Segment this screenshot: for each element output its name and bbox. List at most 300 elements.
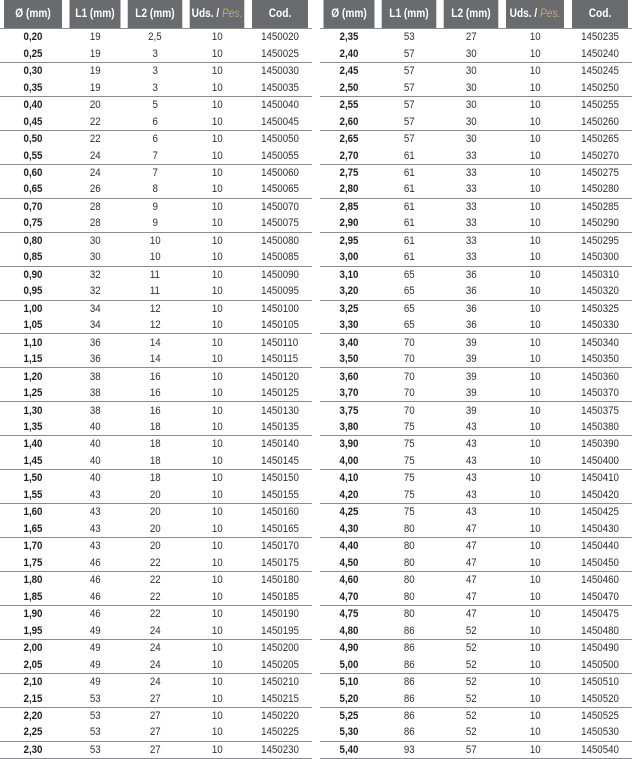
- table-row: [320, 690, 632, 707]
- cell-diameter-value: 1,55: [23, 488, 43, 501]
- table-row: [320, 487, 632, 504]
- cell-l2: [124, 588, 186, 605]
- cell-l1: [378, 96, 440, 113]
- cell-units: [502, 741, 568, 758]
- table-row: [0, 656, 312, 673]
- cell-units: [502, 690, 568, 707]
- cell-units: [186, 368, 248, 385]
- cell-diameter: [0, 62, 66, 79]
- cell-l2-value: 12: [149, 319, 161, 332]
- cell-code: [568, 266, 632, 283]
- cell-l2-value: 22: [149, 608, 161, 621]
- cell-diameter: [320, 436, 378, 453]
- table-row: [0, 164, 312, 181]
- cell-l2-value: 36: [465, 268, 477, 281]
- cell-units-value: 10: [529, 115, 541, 128]
- table-row: [0, 351, 312, 368]
- cell-l1-value: 38: [89, 387, 101, 400]
- cell-l2-value: 20: [149, 488, 161, 501]
- cell-l2: [440, 419, 502, 436]
- cell-units-value: 10: [529, 556, 541, 569]
- table-row: [320, 283, 632, 300]
- cell-code-value: 1450120: [261, 370, 299, 383]
- cell-l1: [66, 741, 124, 758]
- cell-l2-value: 43: [465, 454, 477, 467]
- cell-l2: [124, 504, 186, 521]
- header-l2-label: L2 (mm): [451, 8, 491, 20]
- cell-l2-value: 36: [465, 285, 477, 298]
- cell-code-value: 1450375: [581, 404, 619, 417]
- header-units-separator: /: [213, 8, 223, 20]
- cell-l2: [440, 724, 502, 741]
- cell-l2: [124, 334, 186, 351]
- cell-diameter-value: 0,70: [23, 200, 43, 213]
- cell-l2: [440, 198, 502, 215]
- cell-l1-value: 86: [403, 709, 415, 722]
- cell-code-value: 1450340: [581, 336, 619, 349]
- cell-units: [502, 521, 568, 538]
- cell-units-value: 10: [529, 99, 541, 112]
- cell-diameter-value: 3,40: [339, 336, 359, 349]
- cell-units-value: 10: [529, 726, 541, 739]
- cell-diameter-value: 4,30: [339, 522, 359, 535]
- cell-units: [186, 334, 248, 351]
- cell-units: [502, 487, 568, 504]
- header-diameter: [323, 0, 374, 29]
- cell-l1-value: 36: [89, 353, 101, 366]
- cell-l2-value: 47: [465, 522, 477, 535]
- cell-l2: [440, 707, 502, 724]
- cell-l2-value: 30: [465, 115, 477, 128]
- cell-diameter: [0, 368, 66, 385]
- cell-l1-value: 53: [89, 743, 101, 756]
- cell-units: [502, 622, 568, 639]
- table-row: [0, 521, 312, 538]
- cell-code-value: 1450030: [261, 65, 299, 78]
- cell-l1-value: 53: [403, 31, 415, 44]
- table-body-right: [320, 29, 632, 759]
- cell-l1: [378, 62, 440, 79]
- cell-l1-value: 22: [89, 133, 101, 146]
- cell-code: [568, 690, 632, 707]
- cell-code: [248, 29, 312, 46]
- table-row: [320, 470, 632, 487]
- cell-units-value: 10: [529, 574, 541, 587]
- cell-diameter: [0, 707, 66, 724]
- header-l1-label: L1 (mm): [75, 8, 115, 20]
- table-row: [320, 368, 632, 385]
- cell-diameter: [320, 181, 378, 198]
- cell-code: [248, 334, 312, 351]
- cell-l1: [378, 215, 440, 232]
- cell-code-value: 1450045: [261, 115, 299, 128]
- cell-units-value: 10: [529, 522, 541, 535]
- table-row: [320, 96, 632, 113]
- cell-diameter: [320, 300, 378, 317]
- cell-code: [248, 453, 312, 470]
- table-row: [320, 29, 632, 46]
- table-row: [0, 62, 312, 79]
- cell-code-value: 1450230: [261, 743, 299, 756]
- cell-diameter-value: 4,40: [339, 540, 359, 553]
- cell-code-value: 1450390: [581, 438, 619, 451]
- cell-l2-value: 7: [152, 149, 158, 162]
- table-row: [320, 198, 632, 215]
- cell-units: [186, 249, 248, 266]
- cell-units-value: 10: [529, 251, 541, 264]
- table-row: [0, 385, 312, 402]
- cell-l1-value: 26: [89, 183, 101, 196]
- cell-diameter-value: 3,25: [339, 302, 359, 315]
- header-l1: [69, 0, 120, 29]
- cell-units-value: 10: [211, 353, 223, 366]
- cell-l1: [378, 164, 440, 181]
- cell-l2-value: 18: [149, 454, 161, 467]
- cell-l1: [378, 29, 440, 46]
- cell-l1: [378, 300, 440, 317]
- cell-l1-value: 43: [89, 522, 101, 535]
- cell-l2: [124, 436, 186, 453]
- table-row: [0, 29, 312, 46]
- cell-l2-value: 33: [465, 200, 477, 213]
- cell-units: [186, 45, 248, 62]
- cell-l2: [124, 605, 186, 622]
- cell-l2-value: 10: [149, 234, 161, 247]
- cell-l1-value: 57: [403, 133, 415, 146]
- cell-units-value: 10: [211, 200, 223, 213]
- cell-l1-value: 34: [89, 302, 101, 315]
- cell-code: [568, 622, 632, 639]
- cell-l1: [66, 96, 124, 113]
- cell-l1: [66, 62, 124, 79]
- cell-code-value: 1450055: [261, 149, 299, 162]
- cell-code-value: 1450400: [581, 454, 619, 467]
- cell-diameter-value: 0,40: [23, 99, 43, 112]
- cell-l1: [378, 656, 440, 673]
- cell-l1: [66, 368, 124, 385]
- header-code: [252, 0, 308, 29]
- cell-l1: [66, 436, 124, 453]
- cell-l2: [124, 555, 186, 572]
- cell-units: [186, 690, 248, 707]
- cell-units: [186, 707, 248, 724]
- cell-l1-value: 65: [403, 268, 415, 281]
- table-row: [320, 504, 632, 521]
- cell-diameter-value: 1,30: [23, 404, 43, 417]
- cell-l1-value: 61: [403, 200, 415, 213]
- header-units: [190, 0, 245, 29]
- cell-code-value: 1450115: [261, 353, 299, 366]
- cell-diameter: [320, 470, 378, 487]
- cell-l1: [66, 470, 124, 487]
- cell-l2-value: 8: [152, 183, 158, 196]
- cell-units-value: 10: [529, 540, 541, 553]
- cell-diameter: [320, 249, 378, 266]
- cell-l2-value: 22: [149, 556, 161, 569]
- cell-units-value: 10: [529, 590, 541, 603]
- cell-l1: [378, 521, 440, 538]
- header-l2-label: L2 (mm): [135, 8, 175, 20]
- cell-units-value: 10: [529, 149, 541, 162]
- cell-l2-value: 24: [149, 658, 161, 671]
- cell-units: [502, 334, 568, 351]
- cell-units-value: 10: [529, 624, 541, 637]
- cell-code: [248, 436, 312, 453]
- cell-code: [248, 317, 312, 334]
- table-row: [0, 45, 312, 62]
- table-row: [0, 266, 312, 283]
- cell-l2-value: 30: [465, 99, 477, 112]
- cell-diameter: [320, 453, 378, 470]
- cell-units: [502, 572, 568, 589]
- cell-code: [248, 690, 312, 707]
- cell-units: [502, 436, 568, 453]
- cell-l2: [440, 385, 502, 402]
- cell-l1-value: 86: [403, 726, 415, 739]
- cell-l1-value: 65: [403, 302, 415, 315]
- cell-l1-value: 70: [403, 353, 415, 366]
- cell-l1: [378, 79, 440, 96]
- cell-diameter: [320, 351, 378, 368]
- header-pes-label: Pes.: [540, 8, 561, 20]
- cell-l2: [124, 300, 186, 317]
- cell-l1-value: 80: [403, 608, 415, 621]
- cell-units-value: 10: [211, 133, 223, 146]
- cell-l2-value: 24: [149, 624, 161, 637]
- cell-units-value: 10: [211, 336, 223, 349]
- cell-code-value: 1450350: [581, 353, 619, 366]
- cell-l1: [66, 266, 124, 283]
- cell-units: [186, 147, 248, 164]
- cell-code: [248, 283, 312, 300]
- table-row: [0, 470, 312, 487]
- cell-code-value: 1450105: [261, 319, 299, 332]
- table-row: [320, 419, 632, 436]
- cell-l2: [440, 622, 502, 639]
- cell-l2-value: 52: [465, 709, 477, 722]
- cell-l1-value: 22: [89, 115, 101, 128]
- header-uds-label: Uds.: [191, 8, 214, 20]
- cell-l2-value: 27: [465, 31, 477, 44]
- cell-code-value: 1450330: [581, 319, 619, 332]
- cell-l2-value: 20: [149, 506, 161, 519]
- cell-code: [248, 215, 312, 232]
- cell-diameter-value: 1,90: [23, 608, 43, 621]
- cell-l1-value: 40: [89, 421, 101, 434]
- cell-l1-value: 61: [403, 234, 415, 247]
- cell-l1-value: 80: [403, 590, 415, 603]
- cell-l1: [378, 130, 440, 147]
- table-row: [320, 673, 632, 690]
- cell-l2: [440, 453, 502, 470]
- cell-l2-value: 52: [465, 642, 477, 655]
- cell-units-value: 10: [529, 31, 541, 44]
- table-row: [0, 368, 312, 385]
- cell-units: [502, 639, 568, 656]
- cell-units: [502, 249, 568, 266]
- cell-diameter: [320, 656, 378, 673]
- cell-diameter-value: 4,90: [339, 642, 359, 655]
- cell-diameter-value: 2,10: [23, 676, 43, 689]
- cell-diameter-value: 3,75: [339, 404, 359, 417]
- cell-diameter: [320, 62, 378, 79]
- cell-l2-value: 2,5: [148, 31, 162, 44]
- cell-code: [248, 130, 312, 147]
- cell-code: [248, 147, 312, 164]
- table-row: [0, 487, 312, 504]
- cell-l1: [66, 656, 124, 673]
- cell-l2: [124, 266, 186, 283]
- cell-l1-value: 80: [403, 522, 415, 535]
- table-row: [0, 572, 312, 589]
- cell-l1-value: 19: [89, 65, 101, 78]
- cell-l2-value: 52: [465, 692, 477, 705]
- cell-units-value: 10: [211, 488, 223, 501]
- cell-code-value: 1450370: [581, 387, 619, 400]
- table-row: [0, 741, 312, 758]
- cell-code-value: 1450410: [581, 472, 619, 485]
- cell-l1-value: 93: [403, 743, 415, 756]
- cell-diameter-value: 4,70: [339, 590, 359, 603]
- cell-code-value: 1450440: [581, 540, 619, 553]
- cell-diameter-value: 2,80: [339, 183, 359, 196]
- cell-diameter-value: 2,30: [23, 743, 43, 756]
- cell-l2: [124, 79, 186, 96]
- cell-l1-value: 65: [403, 285, 415, 298]
- cell-diameter-value: 3,10: [339, 268, 359, 281]
- table-row: [0, 113, 312, 130]
- cell-units-value: 10: [529, 336, 541, 349]
- cell-diameter: [0, 249, 66, 266]
- table-row: [0, 79, 312, 96]
- cell-l1-value: 24: [89, 149, 101, 162]
- cell-diameter: [0, 487, 66, 504]
- cell-l2-value: 16: [149, 387, 161, 400]
- cell-units: [502, 300, 568, 317]
- cell-diameter-value: 2,20: [23, 709, 43, 722]
- cell-units: [186, 673, 248, 690]
- cell-units: [186, 351, 248, 368]
- cell-l2: [440, 368, 502, 385]
- cell-l2-value: 27: [149, 692, 161, 705]
- cell-code-value: 1450195: [261, 624, 299, 637]
- cell-diameter-value: 1,05: [23, 319, 43, 332]
- cell-l2: [124, 215, 186, 232]
- cell-diameter: [0, 147, 66, 164]
- header-code-label: Cod.: [268, 8, 292, 20]
- cell-diameter-value: 5,10: [339, 676, 359, 689]
- cell-units-value: 10: [529, 488, 541, 501]
- cell-l2-value: 47: [465, 540, 477, 553]
- cell-units: [186, 572, 248, 589]
- cell-units-value: 10: [529, 472, 541, 485]
- cell-l1-value: 49: [89, 658, 101, 671]
- table-row: [0, 588, 312, 605]
- cell-code-value: 1450245: [581, 65, 619, 78]
- cell-code-value: 1450160: [261, 506, 299, 519]
- cell-l1-value: 57: [403, 99, 415, 112]
- cell-units-value: 10: [529, 642, 541, 655]
- cell-l1: [66, 724, 124, 741]
- cell-units-value: 10: [211, 149, 223, 162]
- cell-code: [248, 164, 312, 181]
- cell-l2: [440, 555, 502, 572]
- cell-diameter-value: 5,00: [339, 658, 359, 671]
- cell-l2-value: 18: [149, 472, 161, 485]
- cell-code: [248, 521, 312, 538]
- cell-diameter: [320, 538, 378, 555]
- cell-diameter: [0, 504, 66, 521]
- cell-l2: [124, 368, 186, 385]
- cell-l2: [124, 402, 186, 419]
- cell-l1-value: 46: [89, 556, 101, 569]
- cell-l2: [440, 470, 502, 487]
- cell-diameter-value: 5,30: [339, 726, 359, 739]
- cell-units-value: 10: [211, 302, 223, 315]
- cell-code-value: 1450540: [581, 743, 619, 756]
- cell-l1-value: 53: [89, 726, 101, 739]
- cell-diameter: [320, 147, 378, 164]
- cell-l2: [124, 29, 186, 46]
- header-l2: [128, 0, 183, 29]
- cell-l1: [378, 690, 440, 707]
- cell-units: [186, 215, 248, 232]
- cell-diameter-value: 1,50: [23, 472, 43, 485]
- cell-diameter: [0, 402, 66, 419]
- cell-code: [568, 521, 632, 538]
- cell-l1-value: 57: [403, 115, 415, 128]
- table-row: [0, 538, 312, 555]
- cell-diameter-value: 0,35: [23, 81, 43, 94]
- cell-diameter: [320, 487, 378, 504]
- cell-diameter-value: 2,40: [339, 47, 359, 60]
- cell-l1-value: 28: [89, 217, 101, 230]
- cell-l1: [378, 453, 440, 470]
- table-row: [0, 555, 312, 572]
- cell-l2: [440, 334, 502, 351]
- cell-units-value: 10: [211, 676, 223, 689]
- cell-l2: [124, 232, 186, 249]
- cell-code: [568, 283, 632, 300]
- cell-code-value: 1450295: [581, 234, 619, 247]
- cell-code: [248, 555, 312, 572]
- table-row: [0, 436, 312, 453]
- cell-l2: [124, 351, 186, 368]
- cell-diameter: [0, 555, 66, 572]
- cell-diameter-value: 2,25: [23, 726, 43, 739]
- cell-diameter: [320, 198, 378, 215]
- cell-diameter-value: 4,20: [339, 488, 359, 501]
- cell-l1-value: 28: [89, 200, 101, 213]
- cell-l1: [66, 147, 124, 164]
- cell-code-value: 1450320: [581, 285, 619, 298]
- cell-diameter-value: 2,75: [339, 166, 359, 179]
- cell-units-value: 10: [211, 421, 223, 434]
- cell-l2-value: 39: [465, 387, 477, 400]
- table-row: [0, 198, 312, 215]
- cell-code-value: 1450360: [581, 370, 619, 383]
- cell-l1-value: 57: [403, 81, 415, 94]
- table-row: [320, 707, 632, 724]
- cell-units-value: 10: [529, 454, 541, 467]
- cell-code-value: 1450125: [261, 387, 299, 400]
- cell-l1: [66, 215, 124, 232]
- cell-l1: [378, 232, 440, 249]
- cell-code: [248, 504, 312, 521]
- cell-diameter: [0, 453, 66, 470]
- cell-l1: [66, 334, 124, 351]
- cell-l2-value: 30: [465, 65, 477, 78]
